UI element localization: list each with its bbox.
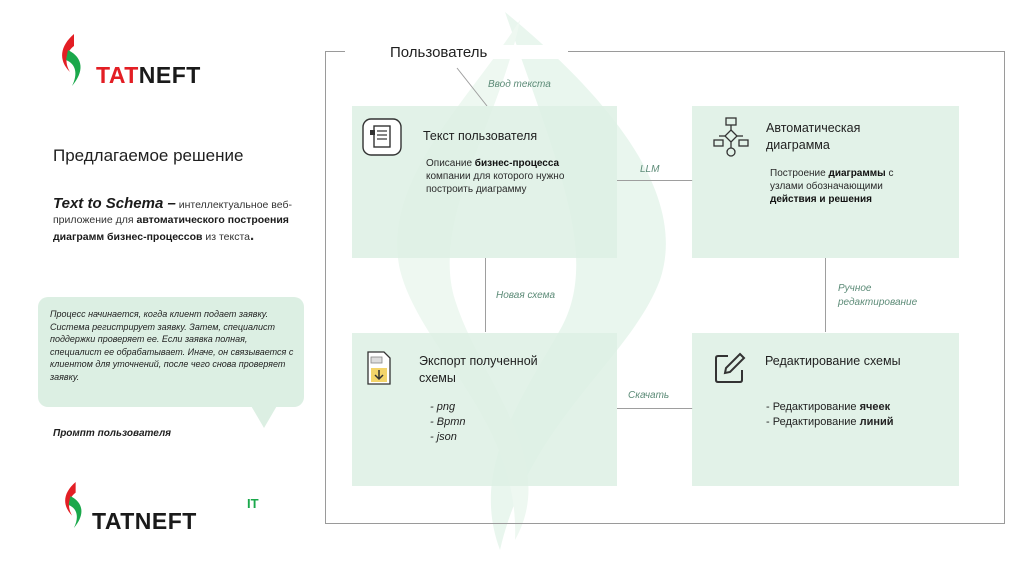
tatneft-flame-logo-icon [54,32,88,88]
connector-llm [617,180,693,181]
edit-schema-list [766,400,894,430]
edge-label-manual-2: редактирование [838,297,918,308]
auto-diagram-description: Построение диаграммы с узлами обозначающими действия и решения [770,168,894,205]
edge-label-input: Ввод текста [488,79,551,90]
edge-label-manual-1: Ручное [838,283,872,294]
prompt-text: Процесс начинается, когда клиент подает заявку. Система регистрирует заявку. Затем, специалист поддержки проверяет ее. Если заявка полная, специалист ее обрабатывает. Иначе, он связывается с клиентом для уточнений, после чего снова проверяет заявку. [50,309,294,382]
solution-description: Text to Schema – интеллектуальное веб-приложение для автоматического построения диаграмм бизнес-процессов из текста. [53,195,292,244]
tatneft-logo-top: TATNEFT [96,62,201,88]
prompt-label: Промпт пользователя [53,428,172,439]
user-title: Пользователь [390,44,488,61]
logo-it-suffix: IT [247,496,259,511]
connector-new-schema [485,258,486,332]
edit-item-lines: - Редактирование линий [766,415,894,430]
format-item: - Bpmn [430,415,465,430]
bubble-tail [250,404,280,430]
edge-label-new-schema: Новая схема [496,290,555,301]
user-text-description: Описание бизнес-процесса компании для которого нужно построить диаграмму [426,158,565,195]
export-formats-list [430,400,465,445]
edge-label-llm: LLM [640,164,660,175]
auto-diagram-title: Автоматическая диаграмма [766,121,861,152]
edit-schema-title: Редактирование схемы [765,354,901,368]
format-item: - png [430,400,465,415]
connector-download [617,408,693,409]
document-icon [362,118,402,156]
file-export-icon [366,350,392,386]
tatneft-it-logo: TATNEFT [92,508,197,534]
format-item: - json [430,430,465,445]
tatneft-it-flame-logo-icon [58,480,88,530]
connector-manual-edit [825,258,826,332]
export-title: Экспорт полученной схемы [419,354,538,385]
edit-pencil-icon [714,352,746,384]
edge-label-download: Скачать [628,390,670,401]
flowchart-icon [713,116,749,158]
solution-title: Предлагаемое решение [53,146,244,165]
user-text-title: Текст пользователя [423,129,538,143]
edit-item-cells: - Редактирование ячеек [766,400,894,415]
